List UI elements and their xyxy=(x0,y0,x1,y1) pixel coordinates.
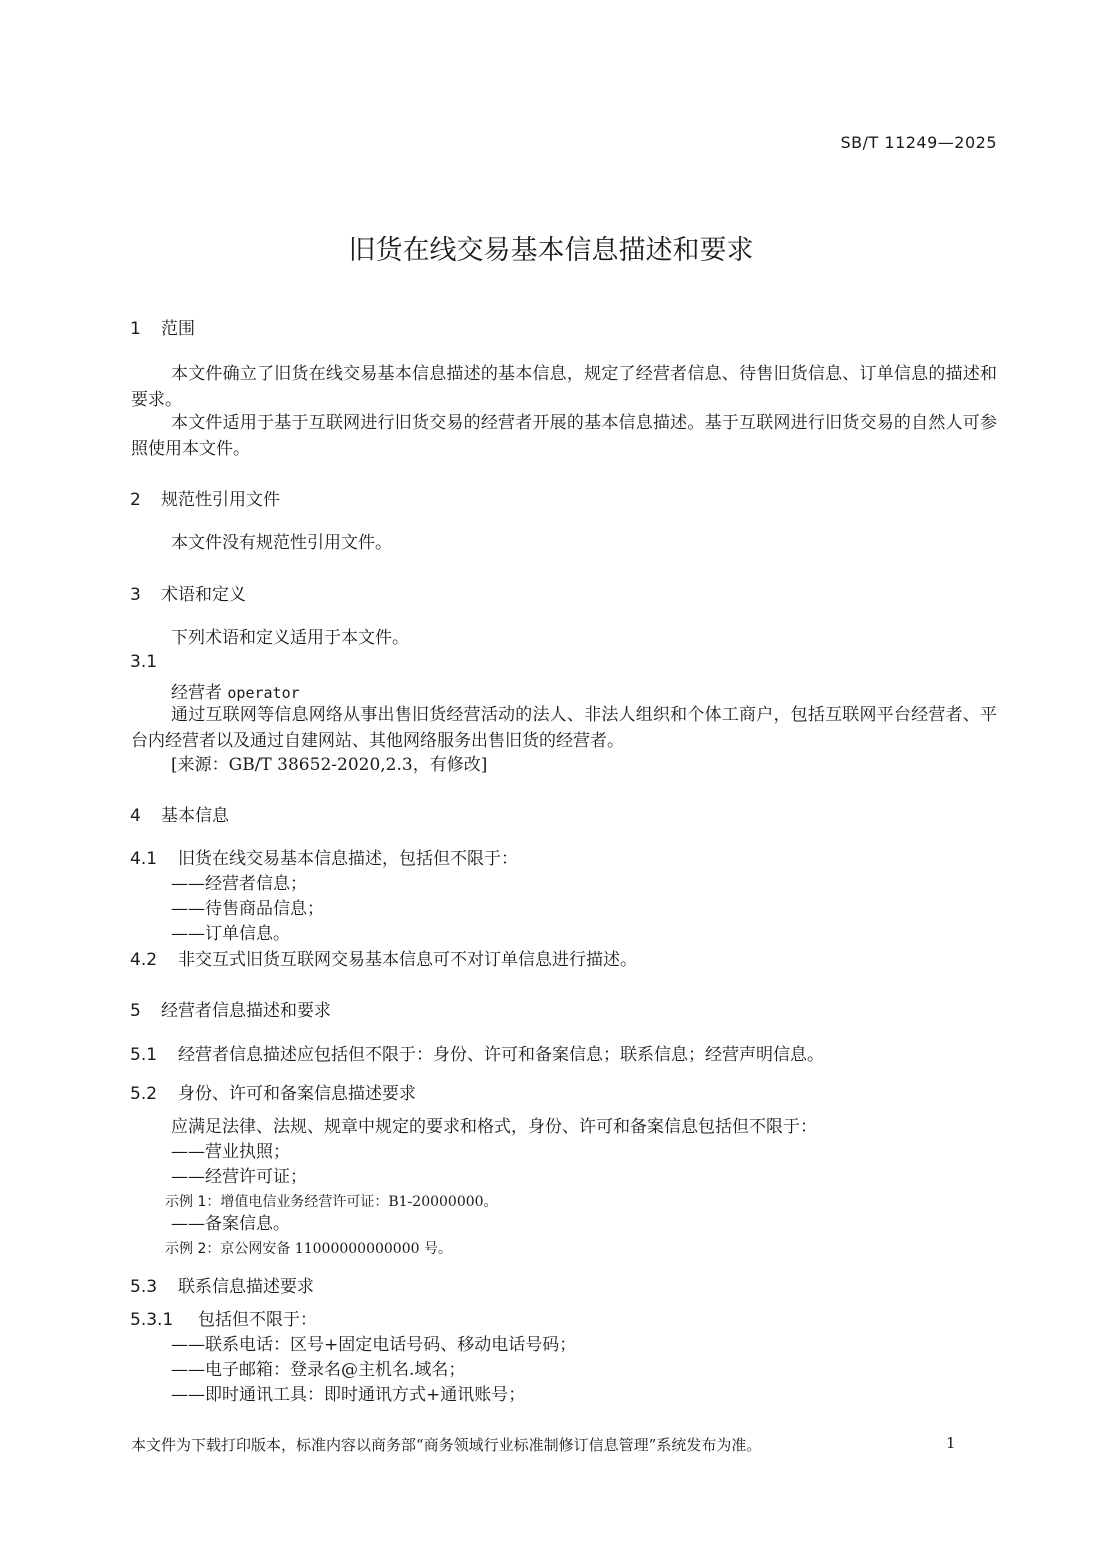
page-number: 1 xyxy=(946,1434,956,1452)
clause-text: 包括但不限于： xyxy=(198,1310,317,1330)
normative-references-text: 本文件没有规范性引用文件。 xyxy=(171,533,392,553)
clause-title: 联系信息描述要求 xyxy=(178,1277,314,1297)
standard-number: SB/T 11249—2025 xyxy=(840,133,997,152)
section-title: 规范性引用文件 xyxy=(161,490,280,510)
clause-5-2-heading xyxy=(130,1079,416,1104)
section-number: 1 xyxy=(130,319,141,339)
list-item: ——营业执照； xyxy=(171,1142,290,1162)
term-number: 3.1 xyxy=(130,652,158,672)
clause-number: 4.2 xyxy=(130,950,158,970)
section-title: 范围 xyxy=(161,319,195,339)
clause-text: 非交互式旧货互联网交易基本信息可不对订单信息进行描述。 xyxy=(178,950,637,970)
list-item: ——经营许可证； xyxy=(171,1167,307,1187)
scope-paragraph-2: 本文件适用于基于互联网进行旧货交易的经营者开展的基本信息描述。基于互联网进行旧货交易的自然人可参照使用本文件。 xyxy=(131,413,997,459)
clause-5-3-heading xyxy=(130,1272,314,1297)
section-number: 3 xyxy=(130,585,141,605)
section-number: 2 xyxy=(130,490,141,510)
clause-title: 身份、许可和备案信息描述要求 xyxy=(178,1084,416,1104)
example-text: 增值电信业务经营许可证：B1-20000000。 xyxy=(220,1194,498,1210)
example-text: 京公网安备 11000000000000 号。 xyxy=(220,1241,452,1257)
footer-note: 本文件为下载打印版本，标准内容以商务部“商务领域行业标准制修订信息管理”系统发布为准。 xyxy=(131,1436,762,1454)
term-source: [来源：GB/T 38652-2020,2.3，有修改] xyxy=(171,755,488,775)
example-label: 示例 2： xyxy=(165,1241,221,1257)
clause-5-3-1 xyxy=(130,1308,317,1333)
clause-text: 经营者信息描述应包括但不限于：身份、许可和备案信息；联系信息；经营声明信息。 xyxy=(178,1045,824,1065)
term-chinese: 经营者 xyxy=(171,683,222,703)
list-item: ——电子邮箱：登录名@主机名.域名； xyxy=(171,1360,466,1380)
clause-number: 5.3.1 xyxy=(130,1310,174,1330)
section-title: 基本信息 xyxy=(161,806,229,826)
term-name xyxy=(171,678,300,703)
clause-number: 5.3 xyxy=(130,1277,158,1297)
term-english: operator xyxy=(227,684,300,702)
clause-number: 5.1 xyxy=(130,1045,158,1065)
term-definition: 通过互联网等信息网络从事出售旧货经营活动的法人、非法人组织和个体工商户，包括互联网平台经营者、平台内经营者以及通过自建网站、其他网络服务出售旧货的经营者。 xyxy=(131,705,997,751)
list-item: ——经营者信息； xyxy=(171,874,307,894)
section-title: 术语和定义 xyxy=(161,585,246,605)
list-item: ——待售商品信息； xyxy=(171,899,324,919)
clause-5-2-text: 应满足法律、法规、规章中规定的要求和格式，身份、许可和备案信息包括但不限于： xyxy=(171,1117,817,1137)
section-5-heading xyxy=(130,996,331,1021)
terms-intro: 下列术语和定义适用于本文件。 xyxy=(171,628,409,648)
section-1-heading xyxy=(130,314,195,339)
example-1 xyxy=(165,1191,498,1211)
example-2 xyxy=(165,1238,452,1258)
document-title: 旧货在线交易基本信息描述和要求 xyxy=(348,235,754,266)
section-number: 5 xyxy=(130,1001,141,1021)
example-label: 示例 1： xyxy=(165,1194,221,1210)
list-item: ——备案信息。 xyxy=(171,1214,290,1234)
section-3-heading xyxy=(130,580,246,605)
clause-number: 4.1 xyxy=(130,849,158,869)
clause-4-2 xyxy=(130,948,637,973)
clause-5-1 xyxy=(130,1043,824,1068)
clause-4-1 xyxy=(130,847,518,872)
list-item: ——订单信息。 xyxy=(171,924,290,944)
clause-number: 5.2 xyxy=(130,1084,158,1104)
section-title: 经营者信息描述和要求 xyxy=(161,1001,331,1021)
list-item: ——即时通讯工具：即时通讯方式+通讯账号； xyxy=(171,1385,526,1405)
clause-text: 旧货在线交易基本信息描述，包括但不限于： xyxy=(178,849,518,869)
list-item: ——联系电话：区号+固定电话号码、移动电话号码； xyxy=(171,1335,577,1355)
section-number: 4 xyxy=(130,806,141,826)
section-2-heading xyxy=(130,485,280,510)
section-4-heading xyxy=(130,801,229,826)
scope-paragraph-1: 本文件确立了旧货在线交易基本信息描述的基本信息，规定了经营者信息、待售旧货信息、订单信息的描述和要求。 xyxy=(131,364,997,410)
